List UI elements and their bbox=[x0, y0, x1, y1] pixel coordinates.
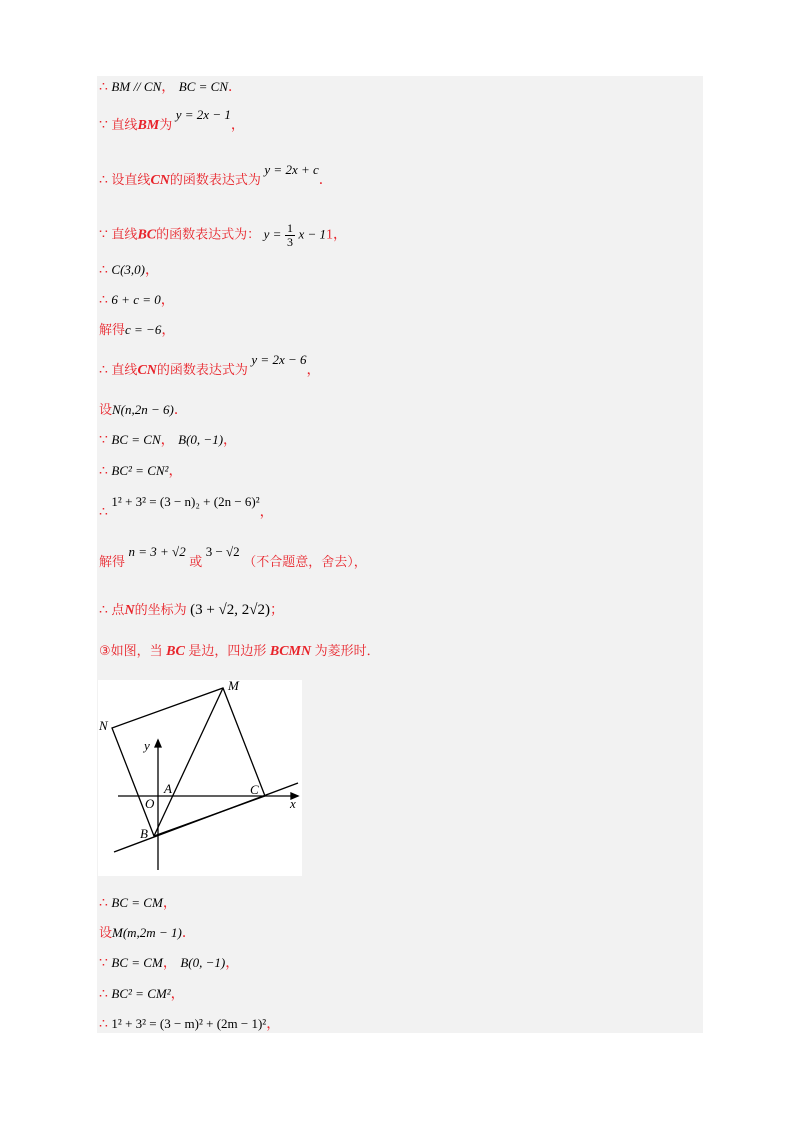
y-axis-arrow bbox=[155, 740, 161, 747]
line-17 bbox=[99, 926, 196, 941]
punctuation: ， bbox=[223, 433, 238, 448]
equation: BC² = CM² bbox=[111, 986, 171, 1001]
because-symbol: ∵ bbox=[99, 433, 108, 448]
denominator: 3 bbox=[286, 234, 293, 249]
line-19 bbox=[99, 987, 185, 1002]
line-12 bbox=[99, 494, 274, 520]
therefore-symbol: ∴ bbox=[99, 987, 108, 1002]
equation: y = 2x − 1 bbox=[175, 107, 231, 122]
punctuation: ， bbox=[162, 896, 177, 911]
numerator: 1 bbox=[286, 221, 293, 235]
punctuation: ， bbox=[145, 263, 160, 278]
text: 设 bbox=[99, 403, 113, 418]
equation: 3 − √2 bbox=[205, 544, 240, 559]
line-14 bbox=[99, 603, 284, 618]
text: 设直线 bbox=[111, 173, 151, 188]
equation: B(0, −1) bbox=[180, 955, 226, 970]
punctuation: ， bbox=[266, 1017, 281, 1032]
line-20 bbox=[99, 1017, 280, 1032]
equation: BM // CN bbox=[111, 79, 162, 94]
punctuation: ， bbox=[160, 293, 175, 308]
variable: N bbox=[124, 603, 135, 618]
label-y: y bbox=[144, 738, 150, 753]
equation: BC² = CN² bbox=[111, 463, 169, 478]
text: 的函数表达式为 bbox=[169, 173, 261, 188]
segment-bm bbox=[154, 688, 223, 836]
equation: 1² + 3² = (3 − n)₂ + (2n − 6)² bbox=[111, 494, 260, 509]
figure-svg bbox=[98, 680, 302, 876]
text: 的函数表达式为： bbox=[156, 227, 261, 243]
line-1 bbox=[99, 80, 242, 95]
therefore-symbol: ∴ bbox=[99, 1017, 108, 1032]
punctuation: ； bbox=[270, 603, 284, 618]
punctuation: ， bbox=[170, 987, 185, 1002]
text: 或 bbox=[189, 555, 203, 570]
equation: y = 2x + c bbox=[264, 162, 319, 177]
equation: N(n,2n − 6) bbox=[112, 402, 174, 417]
because-symbol: ∵ bbox=[99, 118, 108, 133]
label-o: O bbox=[145, 796, 155, 811]
variable: CN bbox=[150, 173, 170, 188]
text: 为菱形时． bbox=[314, 644, 380, 659]
punctuation: 1， bbox=[325, 227, 347, 243]
line-5 bbox=[99, 263, 159, 278]
therefore-symbol: ∴ bbox=[99, 173, 108, 188]
equation: BC = CN bbox=[111, 432, 161, 447]
therefore-symbol: ∴ bbox=[99, 80, 108, 95]
text: （不合题意，舍去）， bbox=[243, 555, 367, 570]
punctuation: ． bbox=[318, 173, 333, 188]
variable: BC bbox=[137, 227, 157, 243]
separator: ， bbox=[161, 80, 176, 95]
punctuation: ， bbox=[225, 956, 240, 971]
text: 点 bbox=[111, 603, 125, 618]
text: 是边，四边形 bbox=[188, 644, 267, 659]
equation: M(m,2m − 1) bbox=[112, 925, 182, 940]
line-6 bbox=[99, 293, 175, 308]
punctuation: ， bbox=[230, 118, 245, 133]
punctuation: ， bbox=[168, 464, 183, 479]
line-11 bbox=[99, 464, 182, 479]
fraction bbox=[285, 222, 295, 248]
text: 直线 bbox=[111, 227, 138, 243]
therefore-symbol: ∴ bbox=[99, 263, 108, 278]
text: 直线 bbox=[111, 118, 138, 133]
line-4 bbox=[99, 222, 347, 248]
equation: (3 + √2, 2√2) bbox=[190, 602, 270, 618]
line-9 bbox=[99, 403, 188, 418]
text: 的函数表达式为 bbox=[156, 363, 248, 378]
line-16 bbox=[99, 896, 177, 911]
equation: C(3,0) bbox=[111, 262, 146, 277]
text: 为 bbox=[159, 118, 173, 133]
therefore-symbol: ∴ bbox=[99, 293, 108, 308]
geometry-figure bbox=[98, 680, 302, 876]
line-3 bbox=[99, 162, 333, 188]
therefore-symbol: ∴ bbox=[99, 363, 108, 378]
line-2 bbox=[99, 107, 245, 133]
punctuation: ． bbox=[173, 403, 188, 418]
because-symbol: ∵ bbox=[99, 956, 108, 971]
text: 解得 bbox=[99, 555, 126, 570]
punctuation: ． bbox=[228, 80, 242, 95]
line-18 bbox=[99, 956, 239, 971]
equation: 6 + c = 0 bbox=[111, 292, 161, 307]
punctuation: ． bbox=[181, 926, 196, 941]
equation: 1² + 3² = (3 − m)² + (2m − 1)² bbox=[111, 1016, 267, 1031]
separator: ， bbox=[162, 956, 177, 971]
text: 的坐标为 bbox=[134, 603, 187, 618]
variable: BM bbox=[137, 118, 160, 133]
label-m: M bbox=[228, 680, 239, 693]
line-15 bbox=[99, 645, 380, 659]
equation: y = bbox=[263, 226, 282, 242]
line-7 bbox=[99, 323, 175, 338]
punctuation: ， bbox=[259, 505, 274, 520]
equation: BC = CM bbox=[111, 895, 163, 910]
equation: c = −6 bbox=[125, 322, 162, 337]
separator: ， bbox=[160, 433, 175, 448]
because-symbol: ∵ bbox=[99, 227, 108, 243]
punctuation: ， bbox=[161, 323, 176, 338]
variable: BCMN bbox=[269, 644, 312, 659]
equation: BC = CN bbox=[178, 79, 228, 94]
variable: CN bbox=[137, 363, 157, 378]
label-n: N bbox=[99, 718, 108, 733]
label-b: B bbox=[140, 826, 148, 841]
equation: x − 1 bbox=[298, 226, 326, 242]
equation: n = 3 + √2 bbox=[128, 544, 186, 559]
line-8 bbox=[99, 352, 321, 378]
therefore-symbol: ∴ bbox=[99, 505, 108, 520]
equation: BC = CM bbox=[111, 955, 163, 970]
label-x: x bbox=[290, 796, 296, 811]
equation: y = 2x − 6 bbox=[251, 352, 307, 367]
label-c: C bbox=[250, 782, 259, 797]
text: 解得 bbox=[99, 323, 126, 338]
line-13 bbox=[99, 544, 367, 570]
equation: B(0, −1) bbox=[178, 432, 224, 447]
therefore-symbol: ∴ bbox=[99, 896, 108, 911]
label-a: A bbox=[164, 781, 172, 796]
item-number: ③ bbox=[99, 644, 111, 659]
text: 设 bbox=[99, 926, 113, 941]
text: 如图，当 bbox=[110, 644, 163, 659]
therefore-symbol: ∴ bbox=[99, 603, 108, 618]
text: 直线 bbox=[111, 363, 138, 378]
therefore-symbol: ∴ bbox=[99, 464, 108, 479]
line-10 bbox=[99, 433, 237, 448]
variable: BC bbox=[166, 644, 185, 659]
punctuation: ， bbox=[306, 363, 321, 378]
